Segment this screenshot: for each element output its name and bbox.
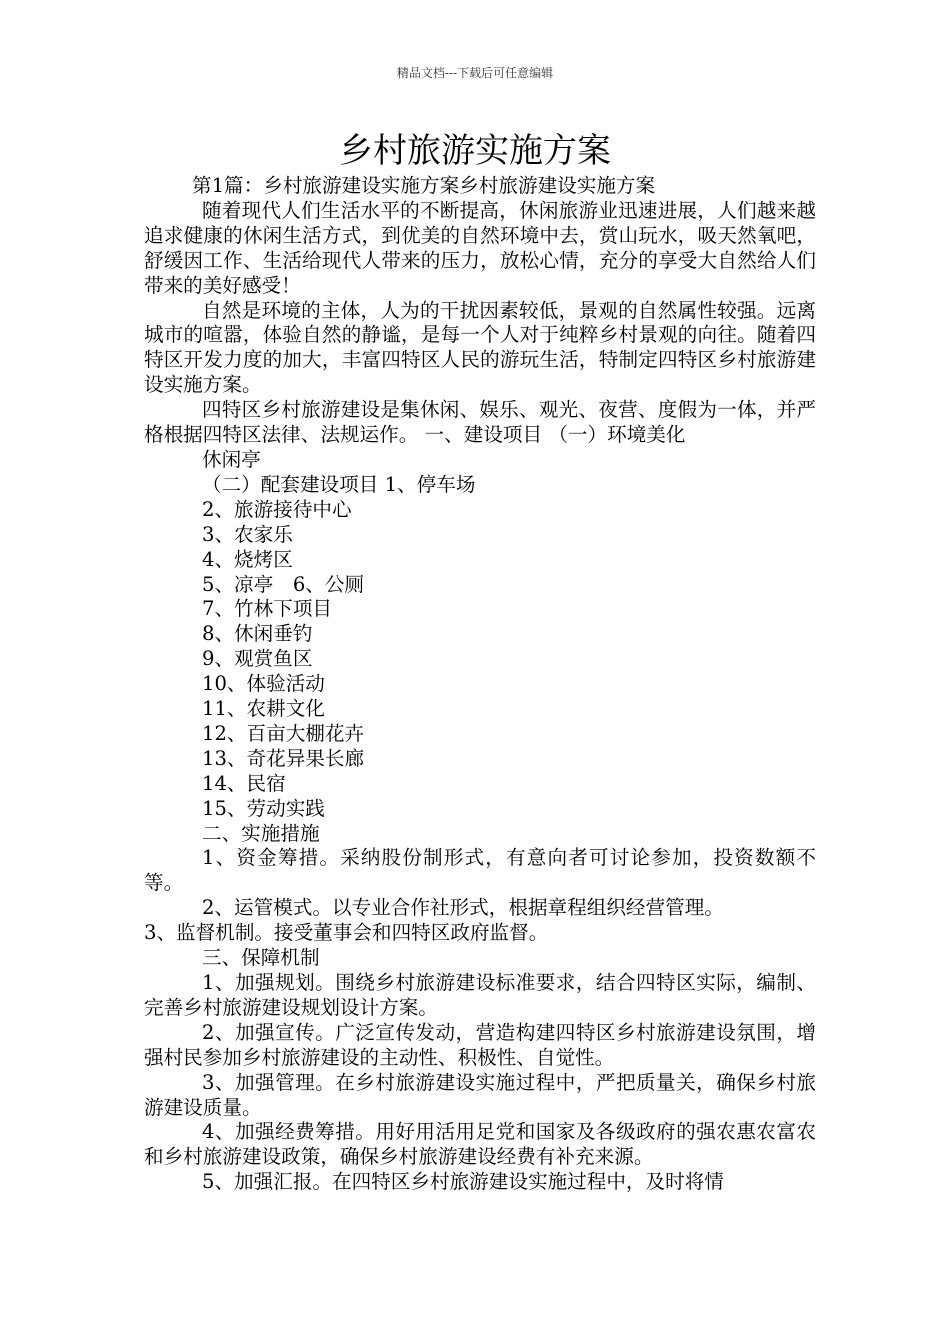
paragraph: 随着现代人们生活水平的不断提高，休闲旅游业迅速进展，人们越来越追求健康的休闲生活方式，到优美的自然环境中去，赏山玩水，吸天然氧吧，舒缓因工作、生活给现代人带来的压力，放松心情，充分的享受大自然给人们带来的美好感受！ [144, 198, 816, 297]
paragraph: 3、监督机制。接受董事会和四特区政府监督。 [144, 921, 549, 945]
paragraph: （二）配套建设项目 1、停车场 [202, 472, 476, 496]
paragraph: 3、加强管理。在乡村旅游建设实施过程中，严把质量关，确保乡村旅游建设质量。 [144, 1070, 816, 1119]
paragraph: 11、农耕文化 [202, 697, 325, 721]
paragraph: 15、劳动实践 [202, 796, 325, 820]
paragraph: 三、保障机制 [202, 946, 320, 970]
paragraph: 自然是环境的主体，人为的干扰因素较低，景观的自然属性较强。远离城市的喧嚣，体验自然的静谧，是每一个人对于纯粹乡村景观的向往。随着四特区开发力度的加大，丰富四特区人民的游玩生活，特制定四特区乡村旅游建设实施方案。 [144, 298, 816, 397]
paragraph: 5、凉亭 6、公厕 [202, 572, 365, 596]
paragraph: 14、民宿 [202, 771, 286, 795]
paragraph: 8、休闲垂钓 [202, 622, 313, 646]
paragraph: 四特区乡村旅游建设是集休闲、娱乐、观光、夜营、度假为一体，并严格根据四特区法律、法规运作。 一、建设项目 （一）环境美化 [144, 398, 816, 447]
paragraph: 7、竹林下项目 [202, 597, 333, 621]
page-header: 精品文档---下载后可任意编辑 [396, 66, 554, 80]
document-body [144, 174, 816, 1195]
paragraph: 1、加强规划。围绕乡村旅游建设标准要求，结合四特区实际，编制、完善乡村旅游建设规划设计方案。 [144, 971, 816, 1019]
paragraph: 12、百亩大棚花卉 [202, 721, 365, 745]
paragraph: 第1篇：乡村旅游建设实施方案乡村旅游建设实施方案 [192, 174, 656, 197]
document-title: 乡村旅游实施方案 [339, 131, 611, 171]
paragraph: 二、实施措施 [202, 821, 320, 845]
paragraph: 2、运管模式。以专业合作社形式，根据章程组织经营管理。 [202, 896, 724, 920]
paragraph: 2、旅游接待中心 [202, 497, 352, 521]
paragraph: 4、烧烤区 [202, 547, 293, 571]
paragraph: 10、体验活动 [202, 672, 325, 696]
paragraph: 3、农家乐 [202, 522, 293, 546]
paragraph: 休闲亭 [202, 447, 261, 471]
paragraph: 4、加强经费筹措。用好用活用足党和国家及各级政府的强农惠农富农和乡村旅游建设政策，确保乡村旅游建设经费有补充来源。 [144, 1120, 816, 1169]
paragraph: 9、观赏鱼区 [202, 647, 313, 671]
paragraph: 13、奇花异果长廊 [202, 746, 365, 770]
paragraph: 5、加强汇报。在四特区乡村旅游建设实施过程中，及时将情 [202, 1170, 724, 1194]
paragraph: 2、加强宣传。广泛宣传发动，营造构建四特区乡村旅游建设氛围，增强村民参加乡村旅游建设的主动性、积极性、自觉性。 [144, 1020, 816, 1069]
paragraph: 1、资金筹措。采纳股份制形式，有意向者可讨论参加，投资数额不等。 [144, 846, 816, 895]
